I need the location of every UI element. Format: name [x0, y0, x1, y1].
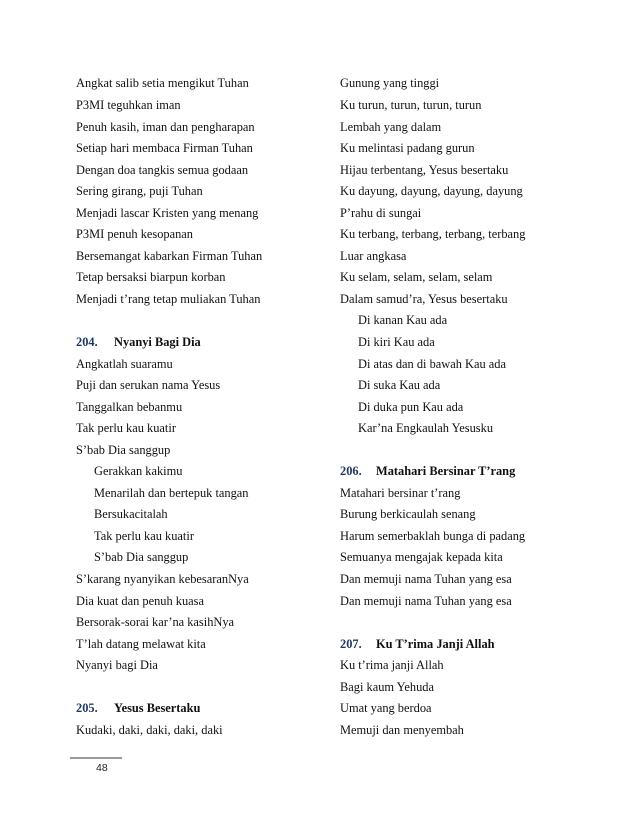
- lyric-line: Ku turun, turun, turun, turun: [340, 98, 482, 112]
- lyric-line: Menjadi lascar Kristen yang menang: [76, 206, 259, 220]
- song-title: Yesus Besertaku: [114, 701, 201, 715]
- footer-rule: [70, 757, 122, 759]
- lyric-line: Memuji dan menyembah: [340, 723, 464, 737]
- song-number: 204.: [76, 335, 98, 349]
- lyric-line: Angkatlah suaramu: [76, 357, 173, 371]
- lyric-line: Penuh kasih, iman dan pengharapan: [76, 120, 255, 134]
- lyric-line: P3MI penuh kesopanan: [76, 227, 194, 241]
- lyric-line: Umat yang berdoa: [340, 701, 432, 715]
- song-title: Ku T’rima Janji Allah: [376, 637, 495, 651]
- lyric-line: Dan memuji nama Tuhan yang esa: [340, 572, 512, 586]
- lyric-line: P3MI teguhkan iman: [76, 98, 181, 112]
- lyric-line: Tetap bersaksi biarpun korban: [76, 270, 226, 284]
- song-title: Nyanyi Bagi Dia: [114, 335, 201, 349]
- lyric-line-indented: Di duka pun Kau ada: [358, 400, 464, 414]
- song-heading-206: [340, 463, 516, 479]
- lyric-line: Angkat salib setia mengikut Tuhan: [76, 76, 249, 90]
- lyric-line: Sering girang, puji Tuhan: [76, 184, 203, 198]
- lyric-line: Nyanyi bagi Dia: [76, 658, 158, 672]
- lyric-line: Bersorak-sorai kar’na kasihNya: [76, 615, 235, 629]
- lyric-line: Ku dayung, dayung, dayung, dayung: [340, 184, 523, 198]
- lyric-line: Tanggalkan bebanmu: [76, 400, 183, 414]
- lyric-line: Lembah yang dalam: [340, 120, 442, 134]
- lyric-line: P’rahu di sungai: [340, 206, 422, 220]
- lyric-line-indented: S’bab Dia sanggup: [94, 550, 189, 564]
- song-number: 207.: [340, 637, 362, 651]
- lyric-line: Harum semerbaklah bunga di padang: [340, 529, 526, 543]
- lyric-line: Dengan doa tangkis semua godaan: [76, 163, 249, 177]
- lyric-line: Matahari bersinar t’rang: [340, 486, 461, 500]
- song-number: 206.: [340, 464, 362, 478]
- lyric-line: Gunung yang tinggi: [340, 76, 440, 90]
- lyric-line: S’bab Dia sanggup: [76, 443, 171, 457]
- lyric-line: Setiap hari membaca Firman Tuhan: [76, 141, 253, 155]
- lyric-line: Ku melintasi padang gurun: [340, 141, 475, 155]
- song-number: 205.: [76, 701, 98, 715]
- lyric-line: Dia kuat dan penuh kuasa: [76, 594, 204, 608]
- song-heading-205: [76, 700, 201, 716]
- lyric-line: Luar angkasa: [340, 249, 407, 263]
- lyric-line-indented: Gerakkan kakimu: [94, 464, 183, 478]
- lyric-line: Ku selam, selam, selam, selam: [340, 270, 493, 284]
- lyric-line-indented: Menarilah dan bertepuk tangan: [94, 486, 249, 500]
- lyric-line: Bersemangat kabarkan Firman Tuhan: [76, 249, 263, 263]
- lyric-line-indented: Kar’na Engkaulah Yesusku: [358, 421, 494, 435]
- lyric-line-indented: Tak perlu kau kuatir: [94, 529, 194, 543]
- song-title: Matahari Bersinar T’rang: [376, 464, 516, 478]
- lyric-line: Dan memuji nama Tuhan yang esa: [340, 594, 512, 608]
- lyric-line: Ku t’rima janji Allah: [340, 658, 444, 672]
- song-heading-207: [340, 636, 495, 652]
- lyric-line: Puji dan serukan nama Yesus: [76, 378, 221, 392]
- lyric-line: Tak perlu kau kuatir: [76, 421, 176, 435]
- song-heading-204: [76, 334, 201, 350]
- lyric-line-indented: Bersukacitalah: [94, 507, 168, 521]
- lyric-line: Menjadi t’rang tetap muliakan Tuhan: [76, 292, 261, 306]
- lyric-line: S’karang nyanyikan kebesaranNya: [76, 572, 249, 586]
- lyric-line-indented: Di kanan Kau ada: [358, 313, 448, 327]
- lyric-line-indented: Di suka Kau ada: [358, 378, 441, 392]
- lyric-line: Kudaki, daki, daki, daki, daki: [76, 723, 223, 737]
- lyric-line: Semuanya mengajak kepada kita: [340, 550, 503, 564]
- lyric-line: Ku terbang, terbang, terbang, terbang: [340, 227, 526, 241]
- lyric-line: T’lah datang melawat kita: [76, 637, 206, 651]
- page-number: 48: [96, 762, 108, 774]
- lyric-line: Bagi kaum Yehuda: [340, 680, 434, 694]
- lyric-line-indented: Di kiri Kau ada: [358, 335, 435, 349]
- lyric-line: Hijau terbentang, Yesus besertaku: [340, 163, 509, 177]
- lyric-line: Burung berkicaulah senang: [340, 507, 476, 521]
- lyric-line-indented: Di atas dan di bawah Kau ada: [358, 357, 506, 371]
- lyric-line: Dalam samud’ra, Yesus besertaku: [340, 292, 508, 306]
